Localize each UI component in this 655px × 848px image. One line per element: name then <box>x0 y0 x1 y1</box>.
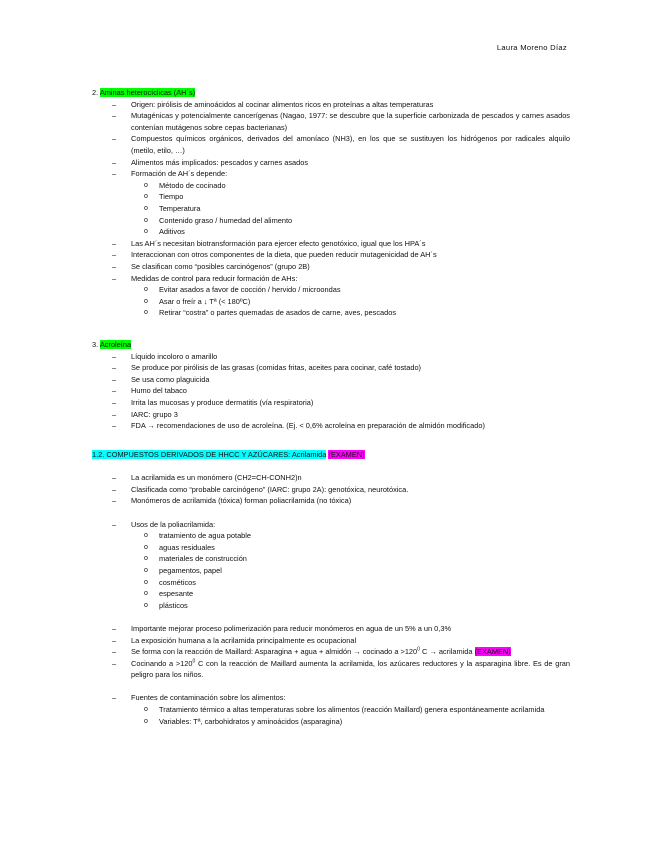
section-aminas <box>92 87 570 319</box>
maillard-text: Se forma con la reacción de Maillard: Asparagina + agua + almidón → cocinado a >120 <box>131 647 418 657</box>
bullet-list <box>92 472 570 507</box>
exam-badge: (EXAMEN) <box>328 450 365 459</box>
section-title: Acroleína <box>99 340 132 349</box>
sub-list <box>92 180 570 238</box>
list-item: – Líquido incoloro o amarillo <box>92 351 570 363</box>
list-item: – Origen: pirólisis de aminoácidos al cocinar alimentos ricos en proteínas a altas temperaturas <box>92 99 570 111</box>
bullet-list <box>92 692 570 704</box>
sub-item: o Evitar asados a favor de cocción / hervido / microondas <box>92 284 570 296</box>
list-item: – Importante mejorar proceso polimerización para reducir monómeros en agua de un 5% a un 0,3% <box>92 623 570 635</box>
bullet-list <box>92 351 570 432</box>
sub-item: o Tiempo <box>92 191 570 203</box>
list-item: – IARC: grupo 3 <box>92 409 570 421</box>
section-number: 3. <box>92 340 99 349</box>
list-item: – Usos de la poliacrilamida: <box>92 519 570 531</box>
sub-item: o plásticos <box>92 600 570 612</box>
author-name: Laura Moreno Díaz <box>496 43 567 52</box>
sub-item: o Aditivos <box>92 226 570 238</box>
list-item: – Mutagénicas y potencialmente cancerígenas (Nagao, 1977: se descubre que la superficie carbonizada de pescados y carnes asados contenían mutágenos sobre cepas bacterianas) <box>92 110 570 133</box>
section-title: 1.2. COMPUESTOS DERIVADOS DE HHCC Y AZÚCARES: Acrilamida <box>92 450 327 459</box>
exam-badge: (EXAMEN) <box>474 647 511 657</box>
list-item: – Alimentos más implicados: pescados y carnes asados <box>92 157 570 169</box>
list-item: – Se produce por pirólisis de las grasas (comidas fritas, aceites para cocinar, café tostado) <box>92 362 570 374</box>
section-heading <box>92 87 570 99</box>
degree-mark: 0 <box>192 658 196 665</box>
list-item: – FDA → recomendaciones de uso de acroleína. (Ej. < 0,6% acroleína en preparación de almidón modificado) <box>92 420 570 432</box>
list-item: – Se usa como plaguicida <box>92 374 570 386</box>
list-item <box>92 658 570 681</box>
list-item: – Compuestos químicos orgánicos, derivados del amoníaco (NH3), en los que se sustituyen los hidrógenos por radicales alquilo (metilo, etilo, …) <box>92 133 570 156</box>
sub-item: o Contenido graso / humedad del alimento <box>92 215 570 227</box>
sub-item: o Variables: Tª, carbohidratos y aminoácidos (asparagina) <box>92 716 570 728</box>
sub-item: o Método de cocinado <box>92 180 570 192</box>
list-item: – Formación de AH´s depende: <box>92 168 570 180</box>
section-title: Aminas heterocíclicas (AH´s) <box>99 88 196 97</box>
list-item: – Las AH´s necesitan biotransformación para ejercer efecto genotóxico, igual que los HPA´s <box>92 238 570 250</box>
list-item: – Interaccionan con otros componentes de la dieta, que pueden reducir mutagenicidad de AH´s <box>92 249 570 261</box>
list-item: – Humo del tabaco <box>92 385 570 397</box>
cooking-text-end: C con la reacción de Maillard aumenta la acrilamida, los azúcares reductores y la asparagina libre. Es de gran peligro para los niños. <box>131 658 571 680</box>
list-item: – Se clasifican como “posibles carcinógenos” (grupo 2B) <box>92 261 570 273</box>
sub-list <box>92 284 570 319</box>
bullet-list <box>92 519 570 531</box>
sub-item: o tratamiento de agua potable <box>92 530 570 542</box>
bullet-list <box>92 238 570 284</box>
section-heading <box>92 339 570 351</box>
sub-item: o Temperatura <box>92 203 570 215</box>
list-item: – Irrita las mucosas y produce dermatitis (vía respiratoria) <box>92 397 570 409</box>
sub-list <box>92 704 570 727</box>
list-item: – Medidas de control para reducir formación de AHs: <box>92 273 570 285</box>
sub-item: o aguas residuales <box>92 542 570 554</box>
list-item <box>92 646 570 658</box>
sub-item: o Retirar “costra” o partes quemadas de asados de carne, aves, pescados <box>92 307 570 319</box>
cooking-text: Cocinando a >120 <box>131 658 193 668</box>
list-item: – La acrilamida es un monómero (CH2=CH-CONH2)n <box>92 472 570 484</box>
maillard-text-end: C → acrilamida <box>419 647 473 657</box>
list-item: – La exposición humana a la acrilamida principalmente es ocupacional <box>92 635 570 647</box>
bullet-list <box>92 623 570 681</box>
list-item: – Monómeros de acrilamida (tóxica) forman poliacrilamida (no tóxica) <box>92 495 570 507</box>
section-number: 2. <box>92 88 99 97</box>
sub-item: o materiales de construcción <box>92 553 570 565</box>
section-acrilamida <box>92 449 570 727</box>
section-acroleina <box>92 339 570 432</box>
section-heading <box>92 449 570 461</box>
sub-list <box>92 530 570 611</box>
sub-item: o Asar o freír a ↓ Tª (< 180ºC) <box>92 296 570 308</box>
list-item: – Fuentes de contaminación sobre los alimentos: <box>92 692 570 704</box>
sub-item: o pegamentos, papel <box>92 565 570 577</box>
degree-mark: 0 <box>417 646 420 653</box>
list-item: – Clasificada como “probable carcinógeno” (IARC: grupo 2A): genotóxica, neurotóxica. <box>92 484 570 496</box>
sub-item: o espesante <box>92 588 570 600</box>
bullet-list <box>92 99 570 180</box>
sub-item: o cosméticos <box>92 577 570 589</box>
sub-item: o Tratamiento térmico a altas temperaturas sobre los alimentos (reacción Maillard) genera espontáneamente acrilamida <box>92 704 570 716</box>
